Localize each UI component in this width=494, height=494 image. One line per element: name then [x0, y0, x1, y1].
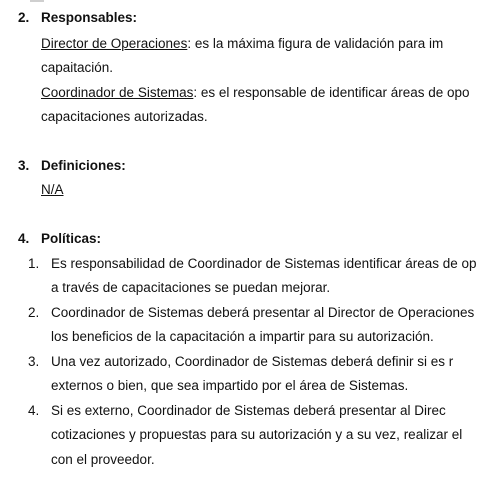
politica-2-number: 2. — [28, 305, 40, 320]
politica-1-number: 1. — [28, 256, 40, 271]
politica-2-text: Coordinador de Sistemas deberá presentar al Director de Operaciones — [51, 305, 475, 320]
politica-3-text: Una vez autorizado, Coordinador de Sistemas deberá definir si es r — [51, 354, 454, 369]
section-2-title: Responsables: — [41, 10, 138, 25]
politica-4-text-cont-2: con el proveedor. — [51, 452, 155, 467]
responsable-director-text-cont: capaitación. — [41, 60, 114, 75]
responsable-coordinador-text: : es el responsable de identificar áreas de opo — [193, 85, 470, 100]
section-4-number: 4. — [18, 231, 30, 246]
responsable-director-line — [41, 36, 443, 52]
responsable-director-text: : es la máxima figura de validación para im — [187, 36, 444, 51]
definiciones-value: N/A — [41, 182, 64, 197]
responsable-director-term: Director de Operaciones — [41, 36, 188, 51]
politica-1-text: Es responsabilidad de Coordinador de Sistemas identificar áreas de op — [51, 256, 477, 271]
section-3-number: 3. — [18, 158, 30, 173]
responsable-coordinador-text-cont: capacitaciones autorizadas. — [41, 109, 208, 124]
politica-4-text: Si es externo, Coordinador de Sistemas deberá presentar al Direc — [51, 403, 446, 418]
politica-3-text-cont: externos o bien, que sea impartido por el área de Sistemas. — [51, 378, 409, 393]
politica-4-number: 4. — [28, 403, 40, 418]
section-4-title: Políticas: — [41, 231, 102, 246]
politica-3-number: 3. — [28, 354, 40, 369]
section-2-number: 2. — [18, 10, 30, 25]
page-edge-mark — [30, 0, 44, 2]
responsable-coordinador-line — [41, 85, 470, 101]
politica-4-text-cont: cotizaciones y propuestas para su autorización y a su vez, realizar el — [51, 427, 463, 442]
responsable-coordinador-term: Coordinador de Sistemas — [41, 85, 194, 100]
politica-2-text-cont: los beneficios de la capacitación a impartir para su autorización. — [51, 329, 434, 344]
section-3-title: Definiciones: — [41, 158, 126, 173]
politica-1-text-cont: a través de capacitaciones se puedan mejorar. — [51, 280, 331, 295]
